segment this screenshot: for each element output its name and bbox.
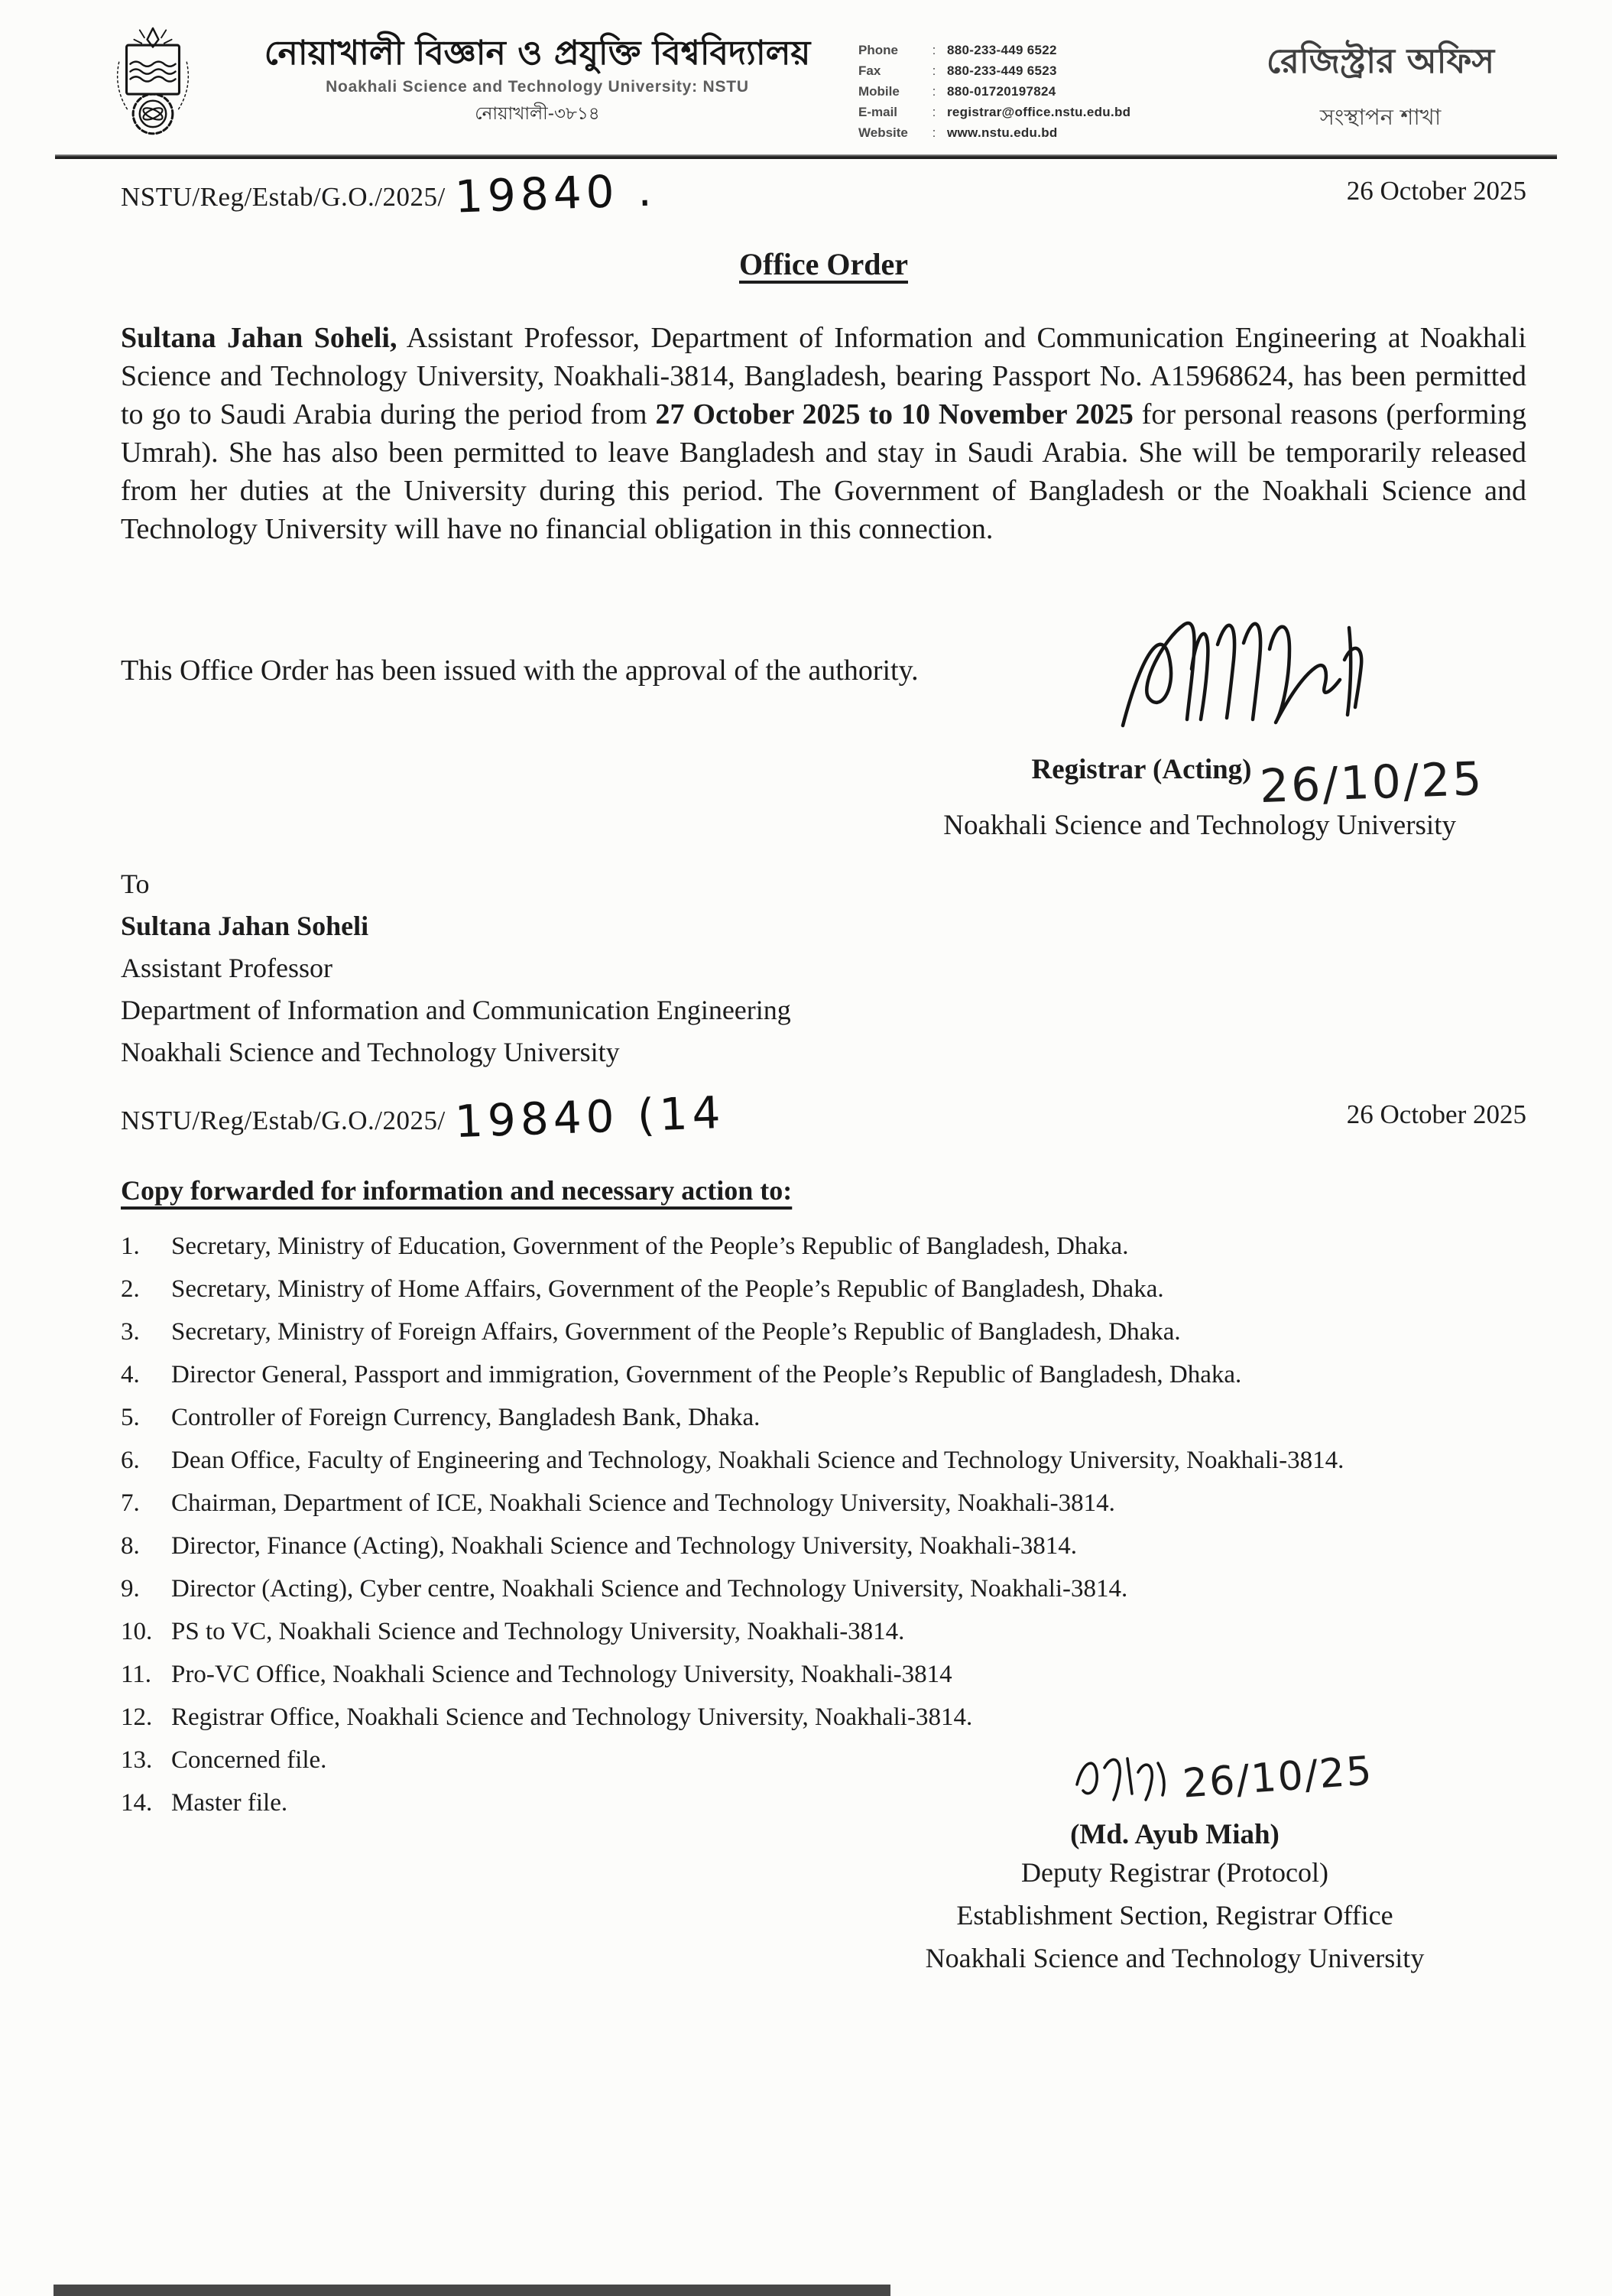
cc-item-text: Director General, Passport and immigration, Government of the People’s Republic of Bangladesh, Dhaka. <box>171 1361 1242 1388</box>
contact-block <box>858 40 1187 143</box>
contact-row <box>858 102 1187 122</box>
reference-number-2: NSTU/Reg/Estab/G.O./2025/ <box>121 1106 446 1135</box>
recipient-label: To <box>121 869 150 899</box>
recipient-organization: Noakhali Science and Technology University <box>121 1037 620 1067</box>
letterhead <box>0 0 1612 151</box>
order-text-1: Assistant Professor, Department of Information and Communication Engineering at Noakhali Science and Technology University, Noakhali-3814, Bangladesh, bearing Passport No. A15968624, has been permitted to go to Saudi Arabia during the period from <box>121 322 1526 430</box>
registrar-signature-icon <box>1106 596 1366 760</box>
cc-item-number: 13. <box>121 1746 153 1774</box>
cc-list-item <box>121 1232 1526 1261</box>
cc-list <box>121 1232 1526 1817</box>
recipient-name: Sultana Jahan Soheli <box>121 911 369 941</box>
university-logo-icon <box>103 24 203 147</box>
cc-list-item <box>121 1275 1526 1304</box>
cc-list-item <box>121 1447 1526 1475</box>
cc-item-text: Secretary, Ministry of Education, Government of the People’s Republic of Bangladesh, Dhaka. <box>171 1232 1129 1260</box>
cc-list-item <box>121 1489 1526 1518</box>
cc-item-text: Secretary, Ministry of Foreign Affairs, Government of the People’s Republic of Bangladesh, Dhaka. <box>171 1318 1181 1346</box>
cc-item-text: PS to VC, Noakhali Science and Technology University, Noakhali-3814. <box>171 1618 905 1645</box>
cc-item-text: Concerned file. <box>171 1746 327 1774</box>
travel-period: 27 October 2025 to 10 November 2025 <box>655 398 1134 430</box>
contact-row <box>858 122 1187 143</box>
university-name-english: Noakhali Science and Technology University: NSTU <box>326 78 749 96</box>
contact-label: E-mail <box>858 105 898 119</box>
recipient-block <box>121 863 1526 1073</box>
cc-item-number: 10. <box>121 1618 153 1645</box>
deputy-section: Establishment Section, Registrar Office <box>956 1900 1393 1931</box>
university-name-block <box>232 34 843 129</box>
order-text-2: for personal reasons (performing Umrah). She has also been permitted to leave Bangladesh and stay in Saudi Arabia. She will be temporarily released from her duties at the University during this period. The Government of Bangladesh or the Noakhali Science and Technology University will have no financial obligation in this connection. <box>121 398 1526 545</box>
cc-item-text: Director, Finance (Acting), Noakhali Science and Technology University, Noakhali-3814. <box>171 1532 1077 1560</box>
cc-item-text: Controller of Foreign Currency, Bangladesh Bank, Dhaka. <box>171 1404 761 1431</box>
contact-value: 880-01720197824 <box>947 84 1056 99</box>
employee-name: Sultana Jahan Soheli, <box>121 322 397 354</box>
contact-colon: : <box>932 84 936 99</box>
contact-row <box>858 40 1187 60</box>
cc-list-item <box>121 1404 1526 1432</box>
registrar-handwritten-date: 26/10/25 <box>1258 752 1485 814</box>
registrar-organization: Noakhali Science and Technology University <box>943 810 1456 841</box>
approval-line: This Office Order has been issued with the approval of the authority. <box>121 654 919 687</box>
establishment-section-bengali: সংস্থাপন শাখা <box>1319 104 1442 130</box>
cc-heading: Copy forwarded for information and necessary action to: <box>121 1175 793 1206</box>
registrar-title-line <box>121 752 1485 814</box>
document-date-2: 26 October 2025 <box>1346 1099 1526 1129</box>
contact-value: www.nstu.edu.bd <box>947 125 1058 140</box>
cc-item-text: Secretary, Ministry of Home Affairs, Government of the People’s Republic of Bangladesh, Dhaka. <box>171 1275 1164 1303</box>
cc-list-item <box>121 1318 1526 1346</box>
cc-list-item <box>121 1575 1526 1603</box>
cc-item-number: 6. <box>121 1447 140 1474</box>
scan-artifact-bar <box>54 2285 890 2296</box>
contact-value: 880-233-449 6523 <box>947 63 1057 78</box>
cc-item-text: Master file. <box>171 1789 288 1817</box>
contact-colon: : <box>932 63 936 78</box>
contact-colon: : <box>932 105 936 119</box>
reference-line-2 <box>121 1086 1526 1171</box>
cc-list-item <box>121 1618 1526 1646</box>
contact-colon: : <box>932 43 936 57</box>
document-date: 26 October 2025 <box>1346 176 1526 206</box>
cc-item-number: 1. <box>121 1232 140 1260</box>
cc-item-number: 2. <box>121 1275 140 1303</box>
registrar-office-bengali: রেজিস্ট্রার অফিস <box>1266 41 1495 81</box>
cc-item-text: Director (Acting), Cyber centre, Noakhali Science and Technology University, Noakhali-3814. <box>171 1575 1128 1603</box>
cc-item-number: 14. <box>121 1789 153 1817</box>
page-title: Office Order <box>739 247 908 281</box>
order-paragraph <box>121 319 1526 548</box>
cc-item-text: Pro-VC Office, Noakhali Science and Technology University, Noakhali-3814 <box>171 1661 952 1688</box>
document-body <box>0 164 1612 1973</box>
cc-item-number: 3. <box>121 1318 140 1346</box>
deputy-signature-block <box>838 1740 1526 1979</box>
reference-number: NSTU/Reg/Estab/G.O./2025/ <box>121 182 446 212</box>
deputy-title: Deputy Registrar (Protocol) <box>1021 1857 1328 1888</box>
cc-item-number: 9. <box>121 1575 140 1603</box>
contact-label: Fax <box>858 63 881 78</box>
cc-list-item <box>121 1661 1526 1689</box>
cc-list-item <box>121 1532 1526 1560</box>
recipient-department: Department of Information and Communication Engineering <box>121 995 791 1025</box>
reference-number-2-handwritten: 19840 (14 <box>453 1086 726 1148</box>
contact-value: registrar@office.nstu.edu.bd <box>947 105 1131 119</box>
cc-item-number: 12. <box>121 1703 153 1731</box>
cc-item-text: Dean Office, Faculty of Engineering and Technology, Noakhali Science and Technology University, Noakhali-3814. <box>171 1447 1344 1474</box>
cc-item-number: 8. <box>121 1532 140 1560</box>
registrar-title: Registrar (Acting) <box>1031 754 1252 785</box>
university-name-bengali: নোয়াখালী বিজ্ঞান ও প্রযুক্তি বিশ্ববিদ্যালয় <box>264 34 811 73</box>
header-divider <box>55 154 1557 159</box>
cc-item-number: 5. <box>121 1404 140 1431</box>
reference-number-handwritten: 19840 . <box>453 164 657 223</box>
cc-item-text: Chairman, Department of ICE, Noakhali Science and Technology University, Noakhali-3814. <box>171 1489 1115 1517</box>
contact-value: 880-233-449 6522 <box>947 43 1057 57</box>
registrar-signature-block <box>121 753 1526 842</box>
recipient-designation: Assistant Professor <box>121 953 332 983</box>
university-location-bengali: নোয়াখালী-৩৮১৪ <box>475 104 600 124</box>
deputy-name: (Md. Ayub Miah) <box>1070 1819 1280 1850</box>
contact-colon: : <box>932 125 936 140</box>
contact-label: Phone <box>858 43 898 57</box>
cc-list-item <box>121 1703 1526 1732</box>
cc-item-number: 7. <box>121 1489 140 1517</box>
contact-label: Website <box>858 125 908 140</box>
contact-row <box>858 81 1187 102</box>
contact-label: Mobile <box>858 84 900 99</box>
deputy-handwritten-date: 26/10/25 <box>1181 1748 1375 1807</box>
office-block <box>1187 35 1574 138</box>
cc-item-number: 11. <box>121 1661 152 1688</box>
cc-list-item <box>121 1361 1526 1389</box>
reference-line <box>121 164 1526 245</box>
contact-row <box>858 60 1187 81</box>
deputy-organization: Noakhali Science and Technology University <box>925 1943 1425 1973</box>
cc-item-number: 4. <box>121 1361 140 1388</box>
cc-item-text: Registrar Office, Noakhali Science and Technology University, Noakhali-3814. <box>171 1703 973 1731</box>
